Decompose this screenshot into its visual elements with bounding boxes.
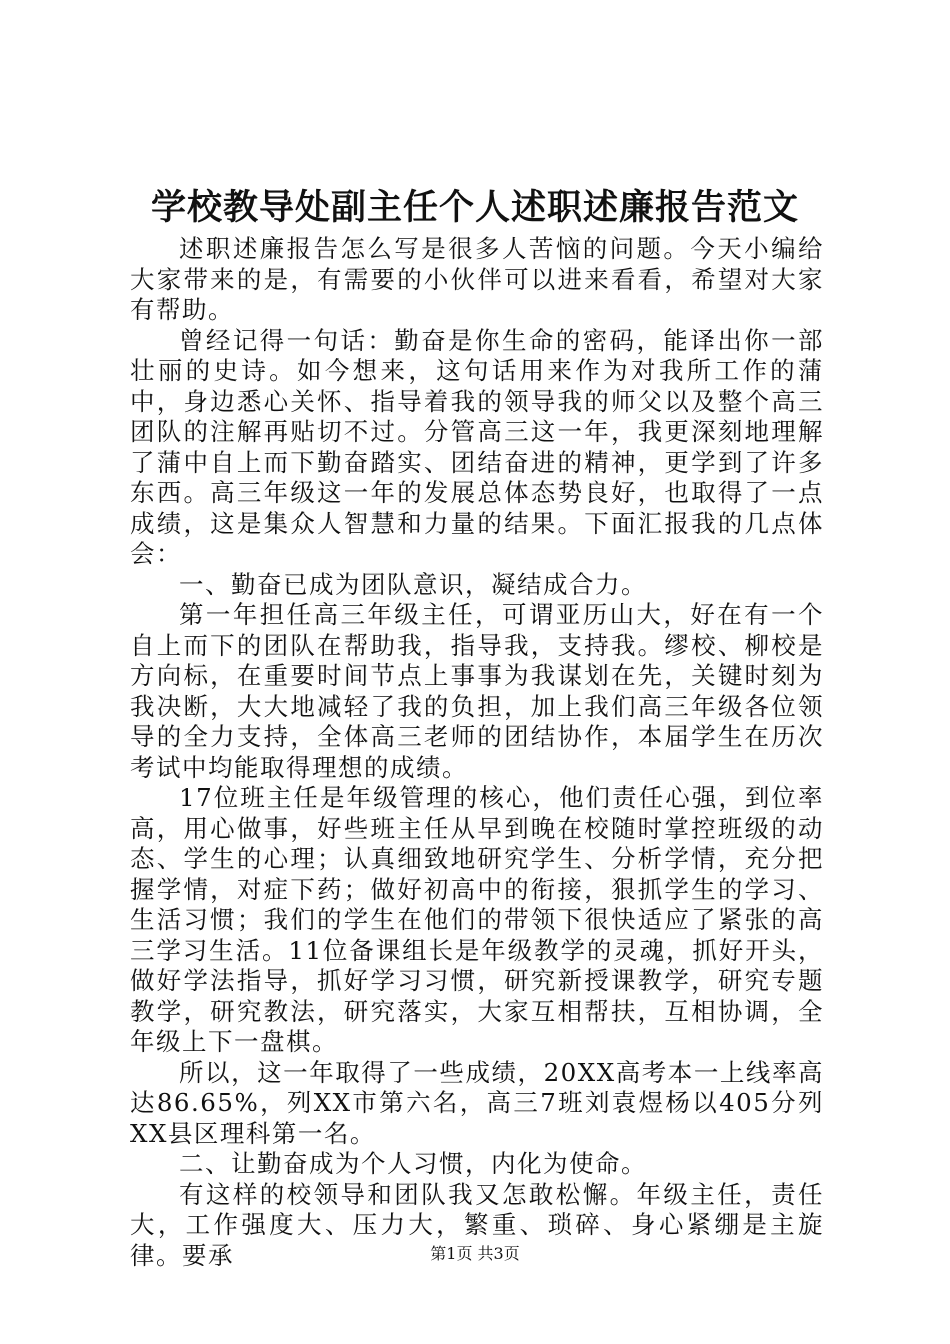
paragraph-teachers: 17位班主任是年级管理的核心，他们责任心强，到位率高，用心做事，好些班主任从早到晚在校随时掌控班级的动态、学生的心理；认真细致地研究学生、分析学情，充分把握学情，对症下药；做好初高中的衔接，狠抓学生的学习、生活习惯；我们的学生在他们的带领下很快适应了紧张的高三学习生活。11位备课组长是年级教学的灵魂，抓好开头，做好学法指导，抓好学习习惯，研究新授课教学，研究专题教学，研究教法，研究落实，大家互相帮扶，互相协调，全年级上下一盘棋。: [130, 783, 824, 1056]
document-body: [130, 234, 824, 1271]
page-footer: 第1页 共3页: [430, 1244, 520, 1263]
paragraph-results: 所以，这一年取得了一些成绩，20XX高考本一上线率高达86.65%，列XX市第六名，高三7班刘袁煜杨以405分列XX县区理科第一名。: [130, 1057, 824, 1148]
document-title: 学校教导处副主任个人述职述廉报告范文: [150, 187, 799, 228]
paragraph-team: 第一年担任高三年级主任，可谓亚历山大，好在有一个自上而下的团队在帮助我，指导我，支持我。缪校、柳校是方向标，在重要时间节点上事事为我谋划在先，关键时刻为我决断，大大地减轻了我的负担，加上我们高三年级各位领导的全力支持，全体高三老师的团结协作，本届学生在历次考试中均能取得理想的成绩。: [130, 600, 824, 782]
paragraph-intro: 述职述廉报告怎么写是很多人苦恼的问题。今天小编给大家带来的是，有需要的小伙伴可以进来看看，希望对大家有帮助。: [130, 234, 824, 324]
section-heading-2: 二、让勤奋成为个人习惯，内化为使命。: [179, 1149, 647, 1178]
paragraph-quote: 曾经记得一句话：勤奋是你生命的密码，能译出你一部壮丽的史诗。如今想来，这句话用来作为对我所工作的蒲中，身边悉心关怀、指导着我的领导我的师父以及整个高三团队的注解再贴切不过。分管高三这一年，我更深刻地理解了蒲中自上而下勤奋踏实、团结奋进的精神，更学到了许多东西。高三年级这一年的发展总体态势良好，也取得了一点成绩，这是集众人智慧和力量的结果。下面汇报我的几点体会：: [130, 325, 824, 568]
section-heading-1: 一、勤奋已成为团队意识，凝结成合力。: [179, 569, 647, 599]
paragraph-duty: 有这样的校领导和团队我又怎敢松懈。年级主任，责任大，工作强度大、压力大，繁重、琐碎、身心紧绷是主旋律。要承: [130, 1179, 824, 1270]
